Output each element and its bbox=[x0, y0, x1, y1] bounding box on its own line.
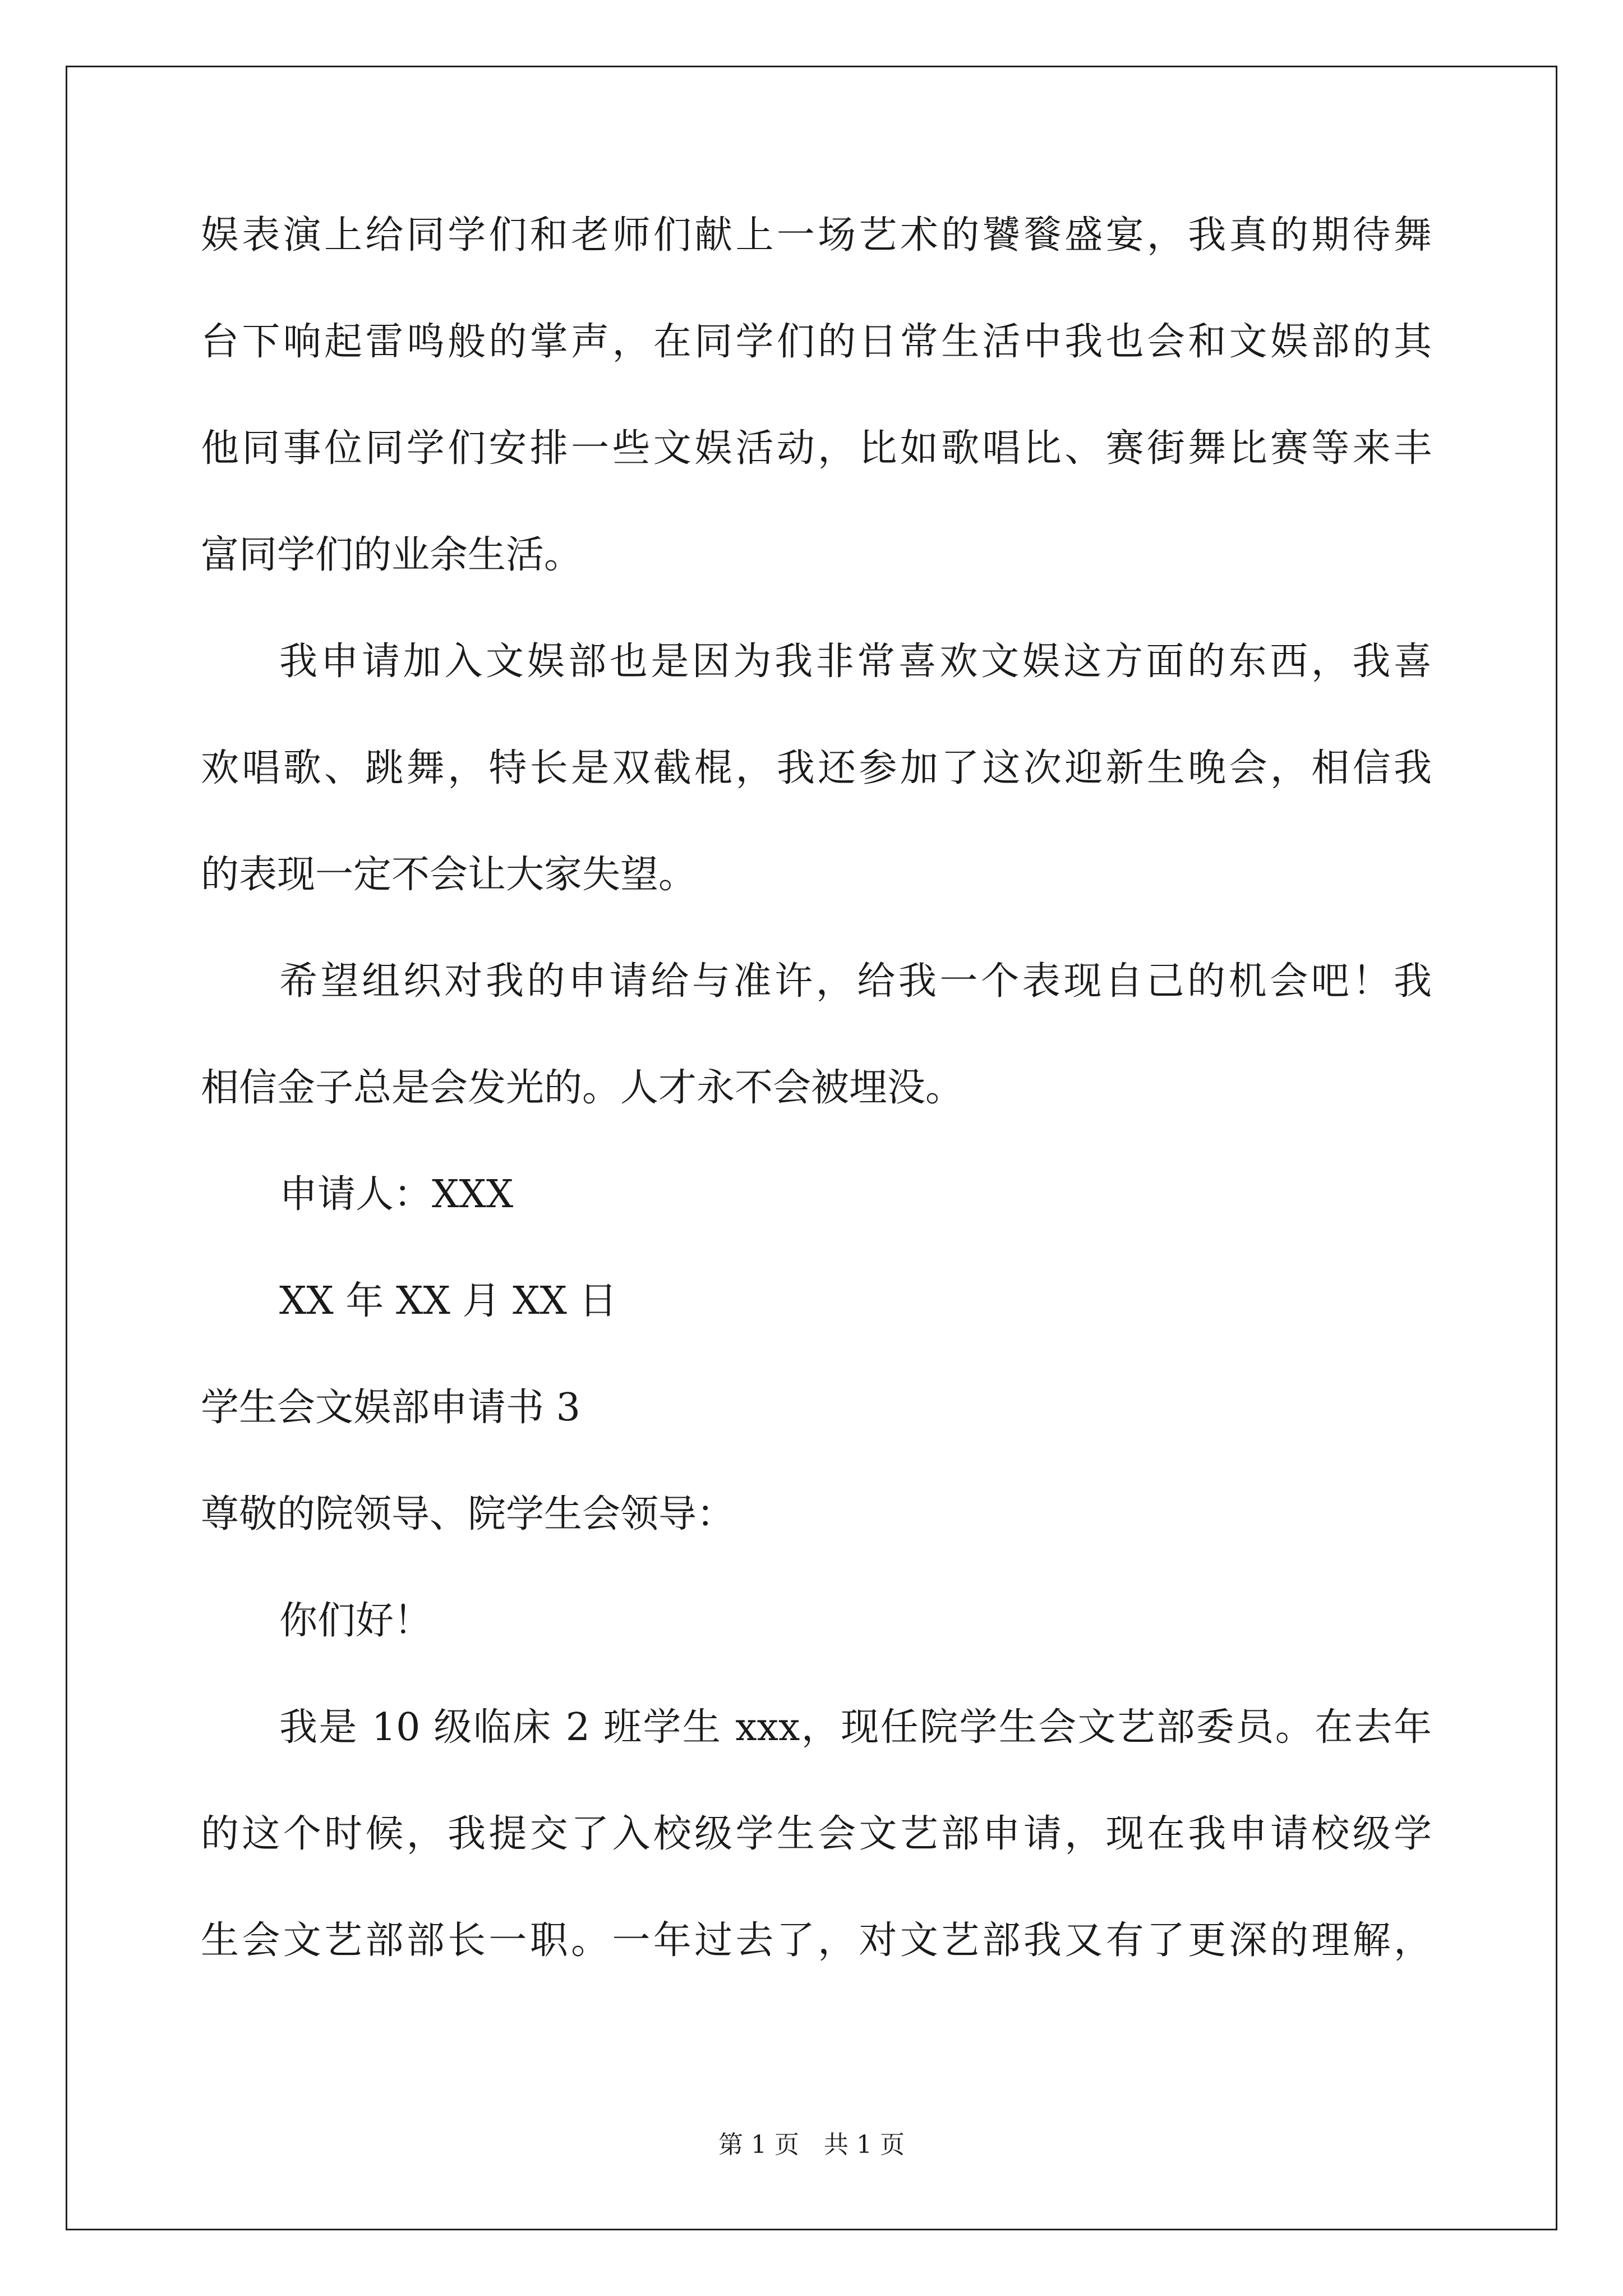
text-line: 相信金子总是会发光的。人才永不会被埋没。 bbox=[201, 1066, 964, 1110]
text-line: 我申请加入文娱部也是因为我非常喜欢文娱这方面的东西，我喜 bbox=[279, 639, 1432, 684]
text-line: 我是 10 级临床 2 班学生 xxx，现任院学生会文艺部委员。在去年 bbox=[279, 1705, 1432, 1750]
salutation: 尊敬的院领导、院学生会领导： bbox=[201, 1492, 735, 1536]
text-line: 生会文艺部部长一职。一年过去了，对文艺部我又有了更深的理解， bbox=[201, 1918, 1432, 1963]
text-line: 的表现一定不会让大家失望。 bbox=[201, 853, 697, 897]
text-line: 他同事位同学们安排一些文娱活动，比如歌唱比、赛街舞比赛等来丰 bbox=[201, 426, 1432, 471]
text-line: 台下响起雷鸣般的掌声，在同学们的日常生活中我也会和文娱部的其 bbox=[201, 320, 1432, 364]
text-line: 的这个时候，我提交了入校级学生会文艺部申请，现在我申请校级学 bbox=[201, 1812, 1432, 1856]
signature-line: 申请人：XXX bbox=[279, 1172, 514, 1217]
page-border bbox=[66, 66, 1557, 2230]
greeting: 你们好！ bbox=[279, 1599, 432, 1643]
text-line: 富同学们的业余生活。 bbox=[201, 533, 583, 577]
text-line: 希望组织对我的申请给与准许，给我一个表现自己的机会吧！我 bbox=[279, 959, 1432, 1004]
section-title: 学生会文娱部申请书 3 bbox=[201, 1386, 580, 1430]
text-line: 娱表演上给同学们和老师们献上一场艺术的饕餮盛宴，我真的期待舞 bbox=[201, 213, 1432, 257]
text-line: 欢唱歌、跳舞，特长是双截棍，我还参加了这次迎新生晚会，相信我 bbox=[201, 746, 1432, 790]
date-line: XX 年 XX 月 XX 日 bbox=[279, 1279, 617, 1323]
page-footer: 第 1 页 共 1 页 bbox=[718, 2131, 905, 2159]
